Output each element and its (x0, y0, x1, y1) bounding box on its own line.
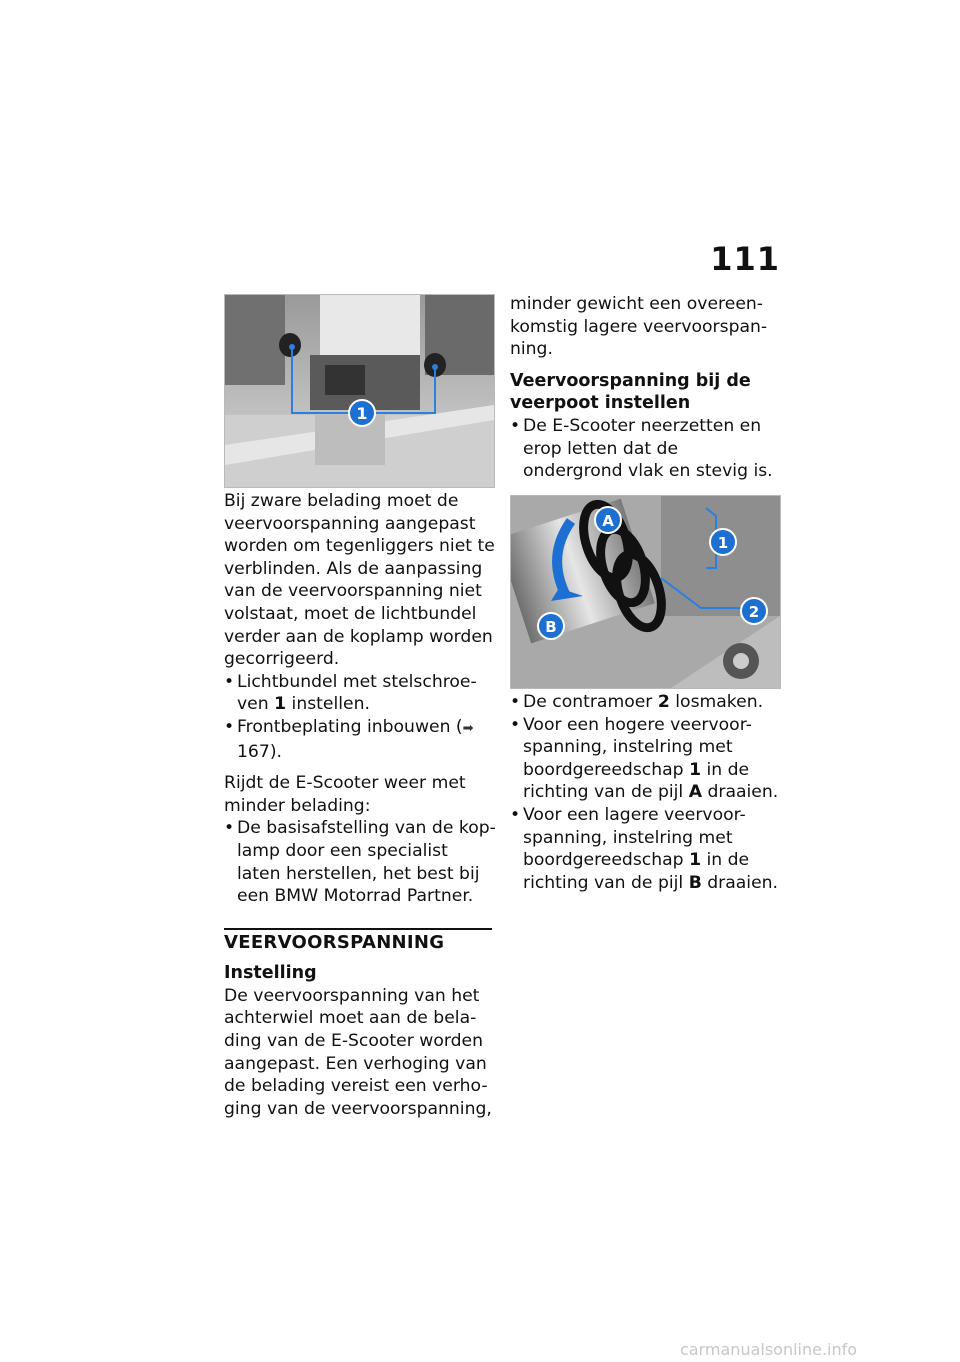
arrow-reference-icon: ➡ (462, 720, 474, 736)
figure-headlight-adjusters (224, 294, 495, 488)
subheading: Instelling (224, 963, 317, 984)
shock-absorber-photo (511, 496, 780, 688)
list-item: • De E-Scooter neerzetten en erop letten dat de ondergrond vlak en stevig is. (510, 415, 780, 483)
section-title: VEERVOORSPANNING (224, 931, 445, 953)
section-divider (224, 928, 492, 930)
intro-paragraph: Bij zware belading moet de veervoorspanning aangepast worden om tegenliggers niet te verblinden. Als de aanpassing van de veervoorspanning niet volstaat, moet de lichtbundel verder aan de koplamp worden gecorrigeerd. (224, 491, 495, 670)
list-item: • De contramoer 2 losmaken. (510, 691, 780, 714)
callout-1: 1 (356, 404, 368, 423)
left-column (224, 490, 496, 1120)
callout-1: 1 (717, 534, 729, 552)
watermark: carmanualsonline.info (680, 1340, 858, 1359)
list-item: • Frontbeplating inbouwen (➡ 167). (224, 716, 496, 763)
paragraph: Rijdt de E-Scooter weer met minder belading: (224, 773, 466, 816)
callout-2: 2 (748, 603, 760, 621)
callout-A: A (602, 512, 614, 530)
paragraph: De veervoorspanning van het achterwiel moet aan de bela-ding van de E-Scooter worden aangepast. Een verhoging van de belading vereist een verho-ging van de veervoorspanning, (224, 985, 492, 1119)
page-number: 111 (710, 240, 780, 278)
callout-B: B (545, 618, 557, 636)
paragraph: minder gewicht een overeen-komstig lagere veervoorspan-ning. (510, 294, 768, 360)
list-item: • Lichtbundel met stelschroe-ven 1 instellen. (224, 671, 496, 716)
list-item: • Voor een lagere veervoor-spanning, instelring met boordgereedschap 1 in de richting van de pijl B draaien. (510, 804, 780, 894)
list-item: • De basisafstelling van de kop-lamp door een specialist laten herstellen, het best bij een BMW Motorrad Partner. (224, 817, 496, 907)
list-item: • Voor een hogere veervoor-spanning, instelring met boordgereedschap 1 in de richting van de pijl A draaien. (510, 714, 780, 804)
figure-shock-preload (510, 495, 781, 689)
right-column-bottom (510, 691, 780, 894)
right-column-top (510, 293, 780, 483)
page-reference-link[interactable]: 167 (237, 741, 270, 762)
subheading: Veervoorspanning bij de veerpoot instellen (510, 370, 751, 414)
headlight-photo (225, 295, 494, 487)
